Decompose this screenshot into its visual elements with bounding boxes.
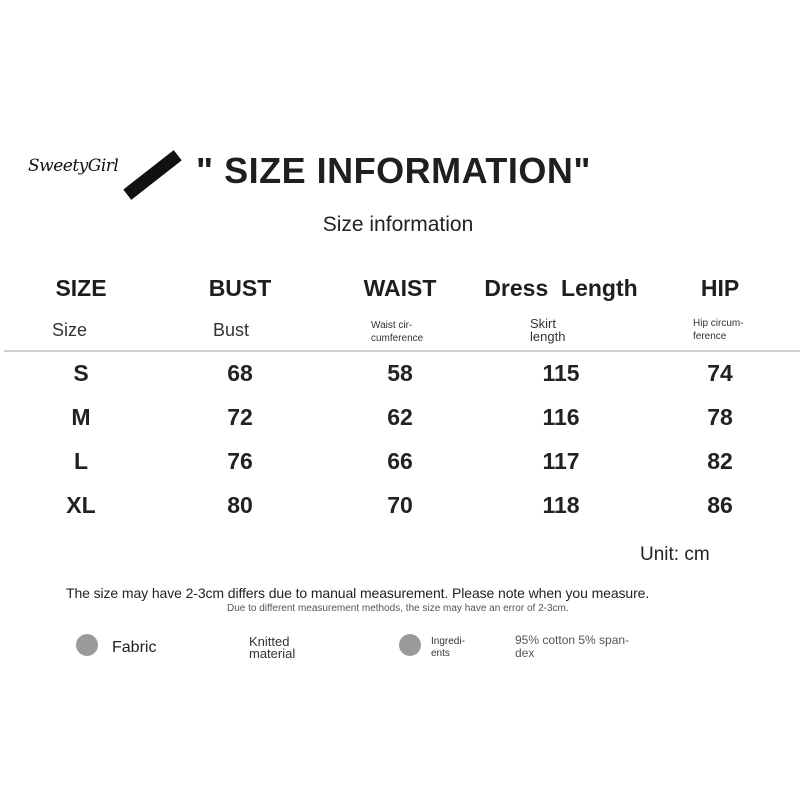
column-subheader-bust: Bust [213, 320, 250, 340]
table-cell-bust: 76 [227, 448, 253, 474]
column-subheader-hip: Hip circum- ference [693, 318, 744, 342]
table-cell-dress-length: 116 [542, 404, 580, 430]
fabric-bullet-icon [76, 634, 98, 656]
table-cell-dress-length: 115 [542, 360, 580, 386]
table-cell-hip: 86 [707, 492, 733, 518]
slash-graphic [123, 150, 181, 200]
table-cell-size: XL [66, 492, 96, 518]
column-subheader-waist: Waist cir- cumference [371, 320, 424, 344]
column-subheader-skirt-length: Skirt length [530, 316, 566, 344]
table-cell-bust: 72 [227, 404, 253, 430]
measurement-note-detail: Due to different measurement methods, the size may have an error of 2-3cm. [227, 603, 569, 614]
table-cell-waist: 70 [387, 492, 413, 518]
table-cell-size: L [73, 448, 89, 474]
table-cell-size: M [71, 404, 91, 430]
measurement-note: The size may have 2-3cm differs due to manual measurement. Please note when you measure. [66, 585, 650, 601]
table-cell-dress-length: 118 [542, 492, 580, 518]
ingredients-value: 95% cotton 5% span- dex [515, 633, 630, 660]
column-header-size: SIZE [55, 275, 107, 301]
page-subtitle: Size information [322, 213, 474, 236]
table-cell-hip: 74 [707, 360, 733, 386]
fabric-label: Fabric [112, 639, 157, 656]
table-cell-waist: 62 [387, 404, 413, 430]
table-cell-waist: 66 [387, 448, 413, 474]
ingredients-label: Ingredi- ents [431, 636, 465, 659]
unit-label: Unit: cm [640, 544, 710, 565]
table-cell-size: S [73, 360, 89, 386]
header-divider [4, 350, 800, 352]
table-cell-bust: 68 [227, 360, 253, 386]
table-cell-bust: 80 [227, 492, 253, 518]
ingredients-bullet-icon [399, 634, 421, 656]
column-header-hip: HIP [700, 275, 740, 301]
table-cell-dress-length: 117 [542, 448, 580, 474]
table-cell-waist: 58 [387, 360, 413, 386]
table-cell-hip: 78 [707, 404, 733, 430]
column-header-bust: BUST [208, 275, 272, 301]
page-title: " SIZE INFORMATION" [196, 150, 591, 191]
fabric-value: Knitted material [249, 634, 296, 661]
column-header-waist: WAIST [363, 275, 437, 301]
column-header-dress-length: Dress Length [484, 275, 638, 301]
column-subheader-size: Size [52, 320, 88, 340]
table-cell-hip: 82 [707, 448, 733, 474]
brand-logo: SweetyGirl [28, 156, 119, 176]
